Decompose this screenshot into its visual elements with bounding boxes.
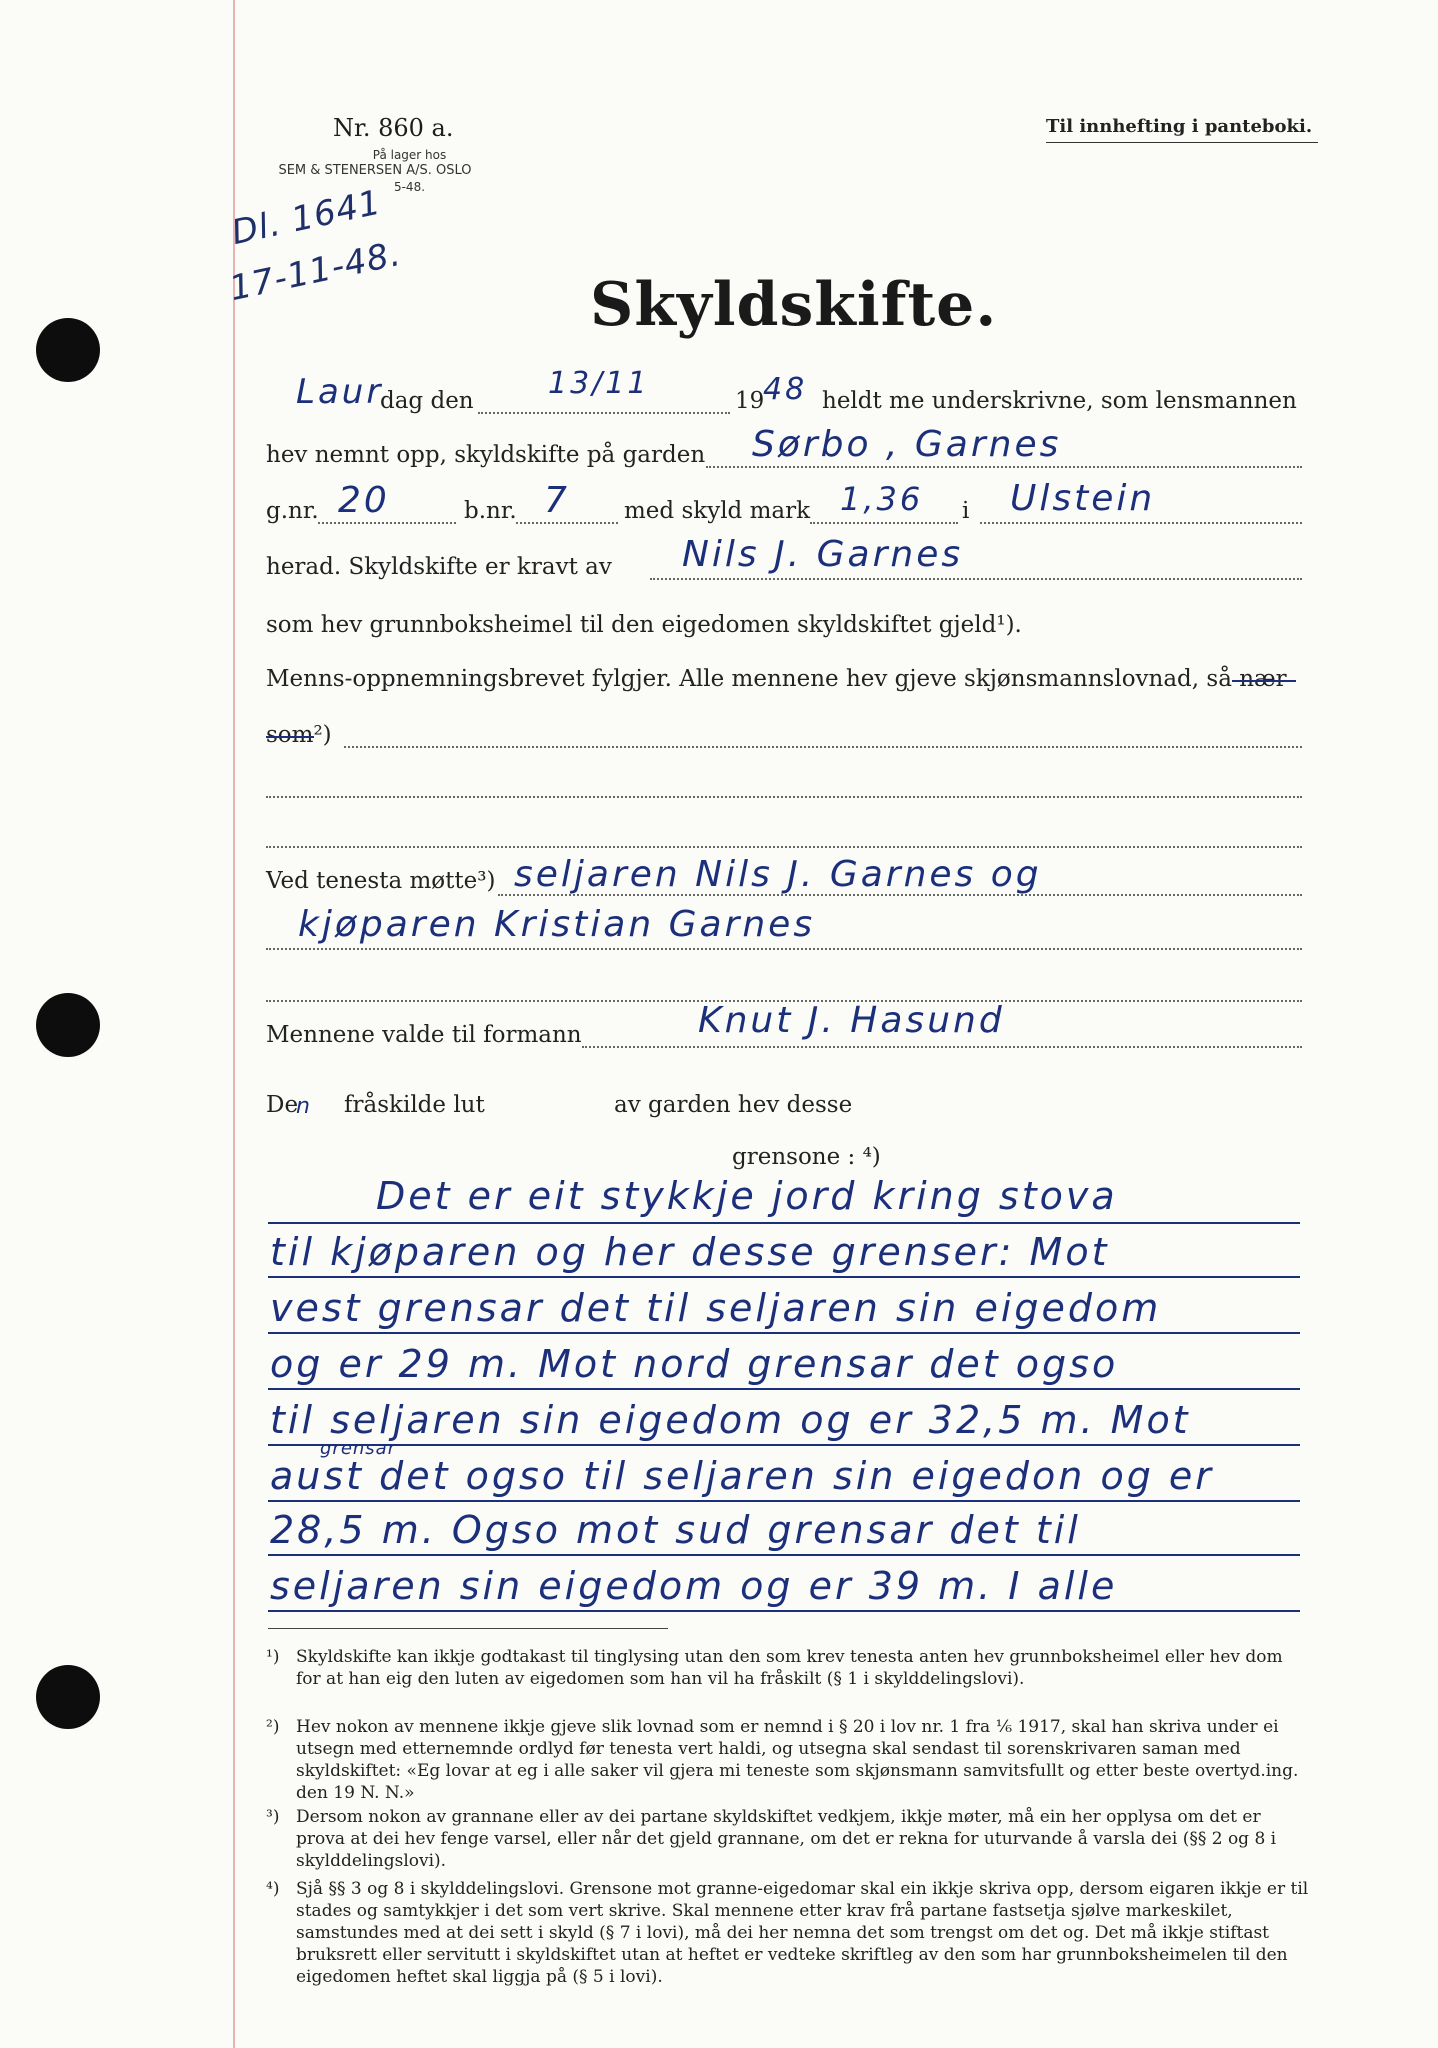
form-number: Nr. 860 a. (333, 114, 454, 142)
dotted-line (706, 466, 1302, 468)
dotted-line (344, 746, 1302, 748)
footnote-text: Hev nokon av mennene ikkje gjeve slik lovnad som er nemnd i § 20 i lov nr. 1 fra ⅙ 1917, skal han skriva under ei utsegn med etternemnde ordlyd før tenesta vert haldi, og utsegna skal sendast til sorenskrivaren saman med skyldskiftet: «Eg lovar at eg i alle saker vil gjera mi teneste som skjønsmann samvitsfullt og etter beste overtyd.ing. den 19 N. N.» (296, 1717, 1299, 1803)
footnote-text: Skyldskifte kan ikkje godtakast til tinglysing utan den som krev tenesta anten hev grunnboksheimel eller hev dom for at han eig den luten av eigedomen som han vil ha fråskilt (§ 1 i skylddelingslovi). (296, 1647, 1283, 1689)
label-formann: Mennene valde til formann (266, 1022, 582, 1048)
registration-date: 17-11-48. (226, 233, 405, 310)
handwritten-mark: 1,36 (840, 480, 924, 518)
document-title: Skyldskifte. (590, 270, 998, 340)
boundary-text-line: til kjøparen og her desse grenser: Mot (270, 1230, 1110, 1274)
footnote (266, 1716, 1312, 1804)
footnote-rule (268, 1628, 668, 1629)
label-bnr: b.nr. (464, 498, 517, 524)
label-grensone: grensone : ⁴) (732, 1144, 881, 1170)
label-heldt: heldt me underskrivne, som lensmannen (822, 388, 1297, 414)
dotted-line (650, 578, 1302, 580)
handwritten-day: Laur (296, 372, 384, 412)
handwritten-gnr: 20 (338, 480, 390, 521)
binding-note-underline (1046, 142, 1318, 143)
publisher-line: 5-48. (393, 180, 426, 194)
label-garden: hev nemnt opp, skyldskifte på garden (266, 442, 706, 468)
footnote-number: ⁴) (266, 1879, 280, 1899)
handwritten-farm: Sørbo , Garnes (752, 424, 1062, 465)
handwritten-attendees-2: kjøparen Kristian Garnes (298, 904, 816, 945)
punch-hole (36, 318, 100, 382)
footnote-number: ¹) (266, 1647, 280, 1667)
dotted-line (478, 412, 730, 414)
boundary-text-line: Det er eit stykkje jord kring stova (376, 1174, 1118, 1218)
label-dag-den: dag den (380, 388, 474, 414)
label-herad: herad. Skyldskifte er kravt av (266, 554, 612, 580)
label-skyld-mark: med skyld mark (624, 498, 811, 524)
footnote-number: ³) (266, 1807, 280, 1827)
label-fraskilde: fråskilde lut (344, 1092, 485, 1118)
label-de: De (266, 1092, 299, 1118)
ruled-line (268, 1610, 1300, 1612)
label-som: som²) (266, 722, 332, 748)
dotted-line (266, 846, 1302, 848)
handwritten-chairman: Knut J. Hasund (698, 1000, 1005, 1041)
dotted-line (318, 522, 456, 524)
dotted-line (266, 796, 1302, 798)
handwritten-year: 48 (763, 372, 808, 407)
footnote-number: ²) (266, 1717, 280, 1737)
handwritten-requester: Nils J. Garnes (682, 534, 964, 575)
publisher-line: På lager hos (372, 148, 447, 162)
label-av-garden: av garden hev desse (614, 1092, 853, 1118)
boundary-text-line: aust det ogso til seljaren sin eigedon og er (270, 1454, 1214, 1498)
ruled-line (268, 1388, 1300, 1390)
strike-through (266, 736, 314, 738)
handwritten-de: n (296, 1094, 313, 1119)
label-oppnemning: Menns-oppnemningsbrevet fylgjer. Alle mennene hev gjeve skjønsmannslovnad, så nær (266, 666, 1287, 692)
registration-number: Dl. 1641 (228, 182, 385, 254)
label-motte: Ved tenesta møtte³) (266, 868, 496, 894)
ruled-line (268, 1276, 1300, 1278)
label-year-prefix: 19 (735, 388, 765, 414)
boundary-text-line: vest grensar det til seljaren sin eigedom (270, 1286, 1162, 1330)
footnote (266, 1646, 1312, 1690)
handwritten-place: Ulstein (1010, 478, 1156, 519)
punch-hole (36, 993, 100, 1057)
dotted-line (810, 522, 958, 524)
label-gnr: g.nr. (266, 498, 319, 524)
footnote-text: Dersom nokon av grannane eller av dei partane skyldskiftet vedkjem, ikkje møter, må ein her opplysa om det er prova at dei hev fenge varsel, eller når det gjeld grannane, om det er rekna for uturvande å varsla dei (§§ 2 og 8 i skylddelingslovi). (296, 1807, 1277, 1871)
boundary-text-line: og er 29 m. Mot nord grensar det ogso (270, 1342, 1119, 1386)
ruled-line (268, 1222, 1300, 1224)
dotted-line (980, 522, 1302, 524)
ruled-line (268, 1444, 1300, 1446)
ruled-line (268, 1554, 1300, 1556)
dotted-line (266, 948, 1302, 950)
publisher-line: SEM & STENERSEN A/S. OSLO (278, 163, 472, 178)
strike-through (1232, 680, 1296, 682)
label-i: i (962, 498, 970, 524)
handwritten-attendees: seljaren Nils J. Garnes og (514, 854, 1042, 895)
punch-hole (36, 1665, 100, 1729)
boundary-insert: grensar (320, 1438, 397, 1459)
footnote (266, 1878, 1312, 1988)
handwritten-bnr: 7 (544, 480, 570, 521)
footnote-text: Sjå §§ 3 og 8 i skylddelingslovi. Grensone mot granne-eigedomar skal ein ikkje skriva opp, dersom eigaren ikkje er til stades og samtykkjer i det som vert skrive. Skal mennene etter krav frå partane fastsetja sjølve markeskilet, samstundes med at dei sett i skyld (§ 7 i lovi), må dei her nemna det som trengst om det og. Det må ikkje stiftast bruksrett eller servitutt i skyldskiftet utan at heftet er vedteke skriftleg av den som har grunnboksheimelen til den eigedomen heftet skal liggja på (§ 5 i lovi). (296, 1879, 1309, 1987)
binding-note: Til innhefting i panteboki. (1046, 116, 1313, 137)
ruled-line (268, 1332, 1300, 1334)
boundary-text-line: seljaren sin eigedom og er 39 m. I alle (270, 1564, 1118, 1608)
dotted-line (582, 1046, 1302, 1048)
boundary-text-line: til seljaren sin eigedom og er 32,5 m. Mot (270, 1398, 1191, 1442)
label-grunnboksheimel: som hev grunnboksheimel til den eigedomen skyldskiftet gjeld¹). (266, 612, 1022, 638)
ruled-line (268, 1500, 1300, 1502)
handwritten-date: 13/11 (548, 366, 650, 401)
boundary-text-line: 28,5 m. Ogso mot sud grensar det til (270, 1508, 1081, 1552)
dotted-line (516, 522, 618, 524)
footnote (266, 1806, 1312, 1872)
